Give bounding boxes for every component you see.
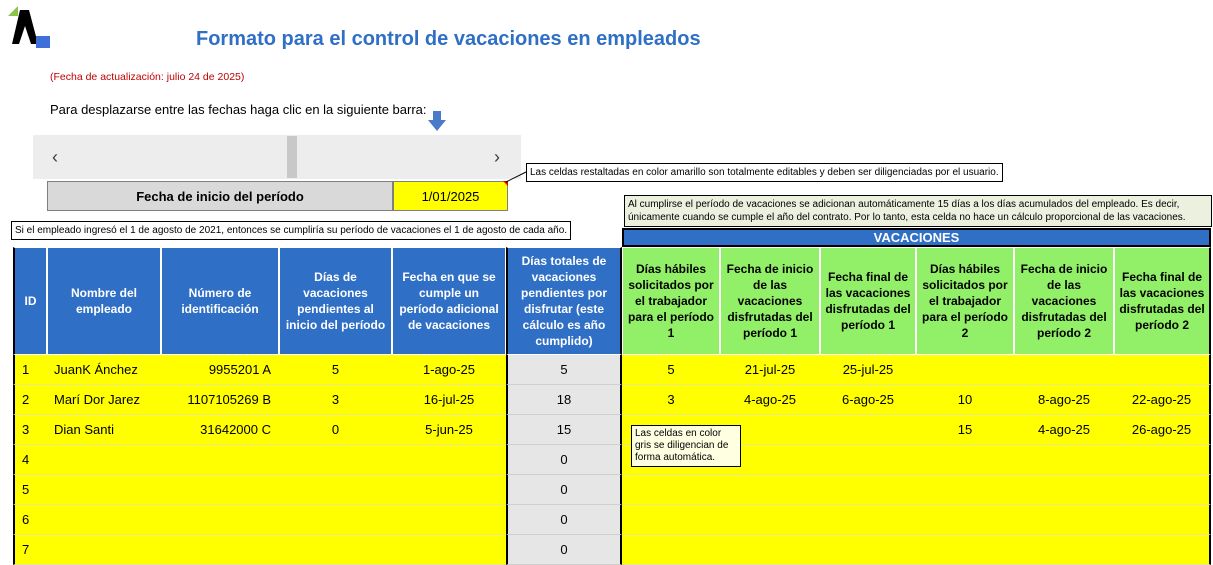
table-cell-total-pending-days: 0 [506,445,622,475]
note-example: Si el empleado ingresó el 1 de agosto de 2021, entonces se cumpliría su período de vacaciones el 1 de agosto de cada año. [11,221,571,240]
hdr-p1-start: Fecha de inicio de las vacaciones disfrutadas del período 1 [720,247,820,355]
table-row [13,505,1211,535]
table-cell-p2-days[interactable] [916,505,1014,535]
hdr-next-period-date: Fecha en que se cumple un período adicional de vacaciones [392,247,506,355]
table-cell-p1-start[interactable]: 21-jul-25 [720,355,820,385]
table-cell-id-number[interactable] [161,475,279,505]
table-cell-name[interactable] [47,445,161,475]
table-cell-id-number[interactable] [161,505,279,535]
down-arrow-icon [427,110,447,132]
table-cell-p1-end[interactable]: 25-jul-25 [820,355,916,385]
hdr-p1-days: Días hábiles solicitados por el trabajador para el período 1 [622,247,720,355]
hdr-p2-days: Días hábiles solicitados por el trabajador para el período 2 [916,247,1014,355]
page-title: Formato para el control de vacaciones en empleados [196,28,701,50]
table-cell-p1-days[interactable] [622,505,720,535]
table-row [13,355,1211,385]
table-cell-total-pending-days: 15 [506,415,622,445]
table-cell-id[interactable]: 3 [13,415,47,445]
table-cell-p2-days[interactable]: 15 [916,415,1014,445]
table-cell-p2-start[interactable] [1014,505,1114,535]
note-completion: Al cumplirse el período de vacaciones se adicionan automáticamente 15 días a los días acumulados del empleado. Es decir, únicamente cuando se cumple el año del contrato. Por lo tanto, esta celda no hace un cálculo proporcional de las vacaciones. [624,195,1212,227]
table-cell-p2-start[interactable]: 4-ago-25 [1014,415,1114,445]
table-cell-p1-start[interactable] [720,475,820,505]
table-cell-p2-end[interactable]: 26-ago-25 [1114,415,1211,445]
table-cell-p1-days[interactable]: 3 [622,385,720,415]
table-cell-id[interactable]: 7 [13,535,47,565]
table-cell-p1-start[interactable] [720,505,820,535]
table-cell-p1-days[interactable]: 5 [622,355,720,385]
table-cell-p2-days[interactable] [916,475,1014,505]
scroll-right-button[interactable]: › [494,147,500,167]
table-cell-p2-end[interactable] [1114,355,1211,385]
table-cell-id[interactable]: 4 [13,445,47,475]
update-note: (Fecha de actualización: julio 24 de 2025) [50,71,245,83]
table-cell-id-number[interactable]: 1107105269 B [161,385,279,415]
table-row [13,385,1211,415]
table-cell-name[interactable]: Dian Santi [47,415,161,445]
table-cell-p1-start[interactable]: 4-ago-25 [720,385,820,415]
hdr-p1-end: Fecha final de las vacaciones disfrutadas del período 1 [820,247,916,355]
scroll-instruction: Para desplazarse entre las fechas haga clic en la siguiente barra: [50,102,427,117]
table-cell-next-period-date[interactable] [392,445,506,475]
hdr-id: ID [13,247,47,355]
logo-icon [8,4,54,50]
note-yellow-cells: Las celdas restaltadas en color amarillo son totalmente editables y deben ser diligenciadas por el usuario. [526,163,1003,182]
table-cell-id-number[interactable]: 9955201 A [161,355,279,385]
table-cell-p2-end[interactable] [1114,445,1211,475]
table-cell-next-period-date[interactable]: 16-jul-25 [392,385,506,415]
table-cell-name[interactable]: Marí Dor Jarez [47,385,161,415]
table-row [13,415,1211,445]
table-cell-name[interactable] [47,475,161,505]
table-cell-p2-end[interactable] [1114,475,1211,505]
table-cell-id-number[interactable] [161,445,279,475]
scroll-left-button[interactable]: ‹ [52,147,58,167]
table-cell-total-pending-days: 0 [506,475,622,505]
table-cell-p2-start[interactable]: 8-ago-25 [1014,385,1114,415]
table-cell-id-number[interactable]: 31642000 C [161,415,279,445]
table-cell-p1-end[interactable] [820,415,916,445]
table-cell-p2-start[interactable] [1014,355,1114,385]
hdr-total-pending-days: Días totales de vacaciones pendientes por disfrutar (este cálculo es año cumplido) [506,247,622,355]
table-cell-id[interactable]: 5 [13,475,47,505]
date-scrollbar[interactable] [33,135,521,179]
table-cell-total-pending-days: 0 [506,535,622,565]
table-cell-next-period-date[interactable]: 5-jun-25 [392,415,506,445]
table-cell-id[interactable]: 1 [13,355,47,385]
table-cell-id[interactable]: 2 [13,385,47,415]
table-row [13,445,1211,475]
table-cell-pending-days[interactable] [279,505,392,535]
table-cell-next-period-date[interactable] [392,505,506,535]
hdr-name: Nombre del empleado [47,247,161,355]
vacaciones-header: VACACIONES [622,228,1211,247]
table-cell-p1-days[interactable] [622,475,720,505]
table-cell-pending-days[interactable]: 5 [279,355,392,385]
table-cell-pending-days[interactable] [279,475,392,505]
table-cell-p1-end[interactable] [820,475,916,505]
table-cell-name[interactable] [47,505,161,535]
period-start-date[interactable]: 1/01/2025 [393,181,508,211]
table-cell-pending-days[interactable]: 3 [279,385,392,415]
table-cell-p1-end[interactable] [820,505,916,535]
hdr-p2-start: Fecha de inicio de las vacaciones disfrutadas del período 2 [1014,247,1114,355]
table-cell-next-period-date[interactable] [392,475,506,505]
table-cell-p2-days[interactable]: 10 [916,385,1014,415]
table-cell-pending-days[interactable] [279,445,392,475]
scroll-thumb[interactable] [287,136,297,178]
table-cell-pending-days[interactable]: 0 [279,415,392,445]
hdr-pending-days: Días de vacaciones pendientes al inicio del período [279,247,392,355]
table-cell-next-period-date[interactable]: 1-ago-25 [392,355,506,385]
table-cell-p2-end[interactable]: 22-ago-25 [1114,385,1211,415]
table-cell-p2-start[interactable] [1014,475,1114,505]
table-cell-p1-end[interactable] [820,445,916,475]
table-cell-p2-end[interactable] [1114,505,1211,535]
table-row [13,475,1211,505]
table-cell-id[interactable]: 6 [13,505,47,535]
table-cell-p2-start[interactable] [1014,445,1114,475]
table-cell-p2-days[interactable] [916,355,1014,385]
table-cell-name[interactable]: JuanK Ánchez [47,355,161,385]
hdr-id-number: Número de identificación [161,247,279,355]
note-gray-cells: Las celdas en color gris se diligencian de forma automática. [631,425,741,467]
hdr-p2-end: Fecha final de las vacaciones disfrutadas del período 2 [1114,247,1211,355]
table-cell-p1-end[interactable]: 6-ago-25 [820,385,916,415]
table-cell-total-pending-days: 18 [506,385,622,415]
period-label: Fecha de inicio del período [47,181,393,211]
table-cell-total-pending-days: 0 [506,505,622,535]
table-cell-p2-days[interactable] [916,445,1014,475]
table-cell-total-pending-days: 5 [506,355,622,385]
